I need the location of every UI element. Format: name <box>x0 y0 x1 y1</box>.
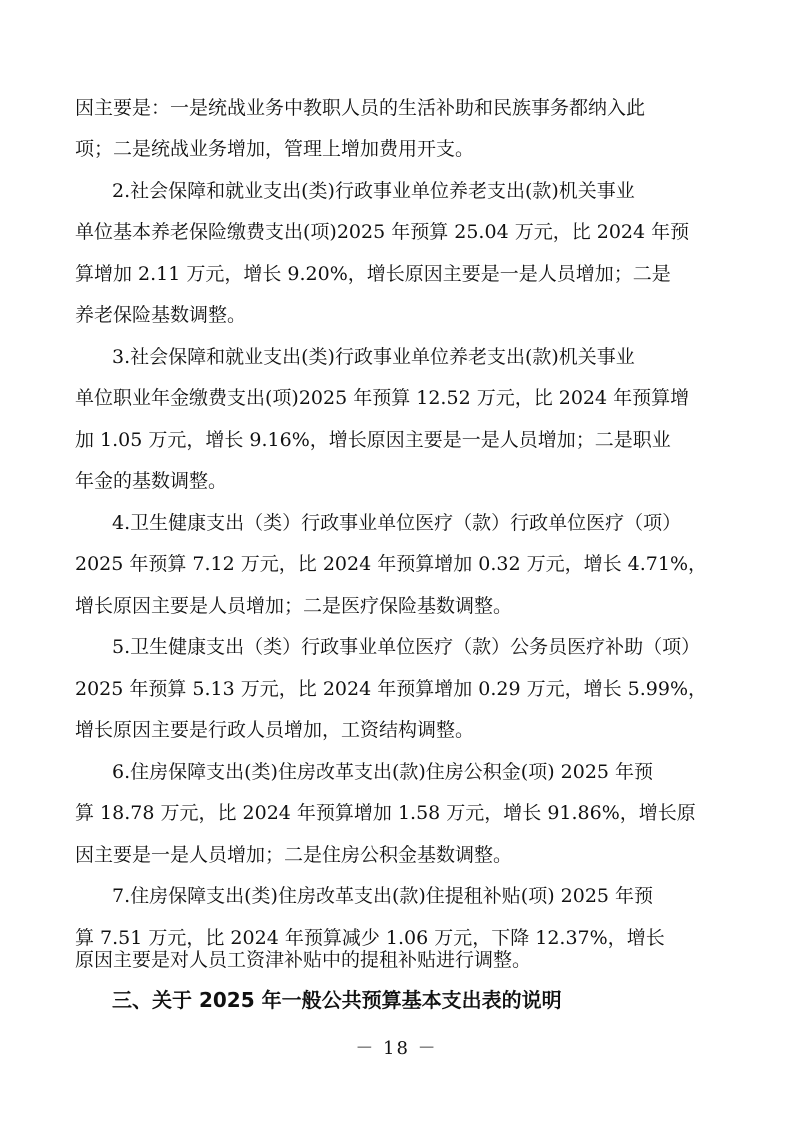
paragraph-line: 养老保险基数调整。 <box>75 304 247 326</box>
paragraph-line: 2.社会保障和就业支出(类)行政事业单位养老支出(款)机关事业 <box>112 180 635 202</box>
paragraph-line: 原因主要是对人员工资津补贴中的提租补贴进行调整。 <box>75 949 532 971</box>
paragraph-line: 增长原因主要是行政人员增加，工资结构调整。 <box>75 719 475 741</box>
paragraph-line: 6.住房保障支出(类)住房改革支出(款)住房公积金(项) 2025 年预 <box>112 761 654 783</box>
paragraph-line: 项；二是统战业务增加，管理上增加费用开支。 <box>75 138 475 160</box>
paragraph-line: 算增加 2.11 万元，增长 9.20%，增长原因主要是一是人员增加；二是 <box>75 263 671 285</box>
paragraph-line: 2025 年预算 5.13 万元，比 2024 年预算增加 0.29 万元，增长 5.99%， <box>75 678 707 700</box>
paragraph-line: 5.卫生健康支出（类）行政事业单位医疗（款）公务员医疗补助（项） <box>112 636 701 658</box>
paragraph-line: 增长原因主要是人员增加；二是医疗保险基数调整。 <box>75 595 513 617</box>
paragraph-line: 算 7.51 万元，比 2024 年预算减少 1.06 万元，下降 12.37%，增长 <box>75 927 665 949</box>
paragraph-line: 算 18.78 万元，比 2024 年预算增加 1.58 万元，增长 91.86%，增长原 <box>75 802 696 824</box>
paragraph-line: 因主要是一是人员增加；二是住房公积金基数调整。 <box>75 844 513 866</box>
paragraph-line: 年金的基数调整。 <box>75 470 228 492</box>
paragraph-line: 4.卫生健康支出（类）行政事业单位医疗（款）行政单位医疗（项） <box>112 512 682 534</box>
paragraph-line: 加 1.05 万元，增长 9.16%，增长原因主要是一是人员增加；二是职业 <box>75 429 671 451</box>
paragraph-line: 2025 年预算 7.12 万元，比 2024 年预算增加 0.32 万元，增长 4.71%， <box>75 553 707 575</box>
paragraph-line: 7.住房保障支出(类)住房改革支出(款)住提租补贴(项) 2025 年预 <box>112 885 654 907</box>
page-number: － 18 － <box>355 1038 438 1059</box>
paragraph-line: 3.社会保障和就业支出(类)行政事业单位养老支出(款)机关事业 <box>112 346 635 368</box>
paragraph-line: 单位基本养老保险缴费支出(项)2025 年预算 25.04 万元，比 2024 年预 <box>75 221 690 243</box>
section-heading: 三、关于 2025 年一般公共预算基本支出表的说明 <box>112 988 562 1012</box>
paragraph-line: 单位职业年金缴费支出(项)2025 年预算 12.52 万元，比 2024 年预算增 <box>75 387 690 409</box>
paragraph-line: 因主要是：一是统战业务中教职人员的生活补助和民族事务都纳入此 <box>75 97 646 119</box>
